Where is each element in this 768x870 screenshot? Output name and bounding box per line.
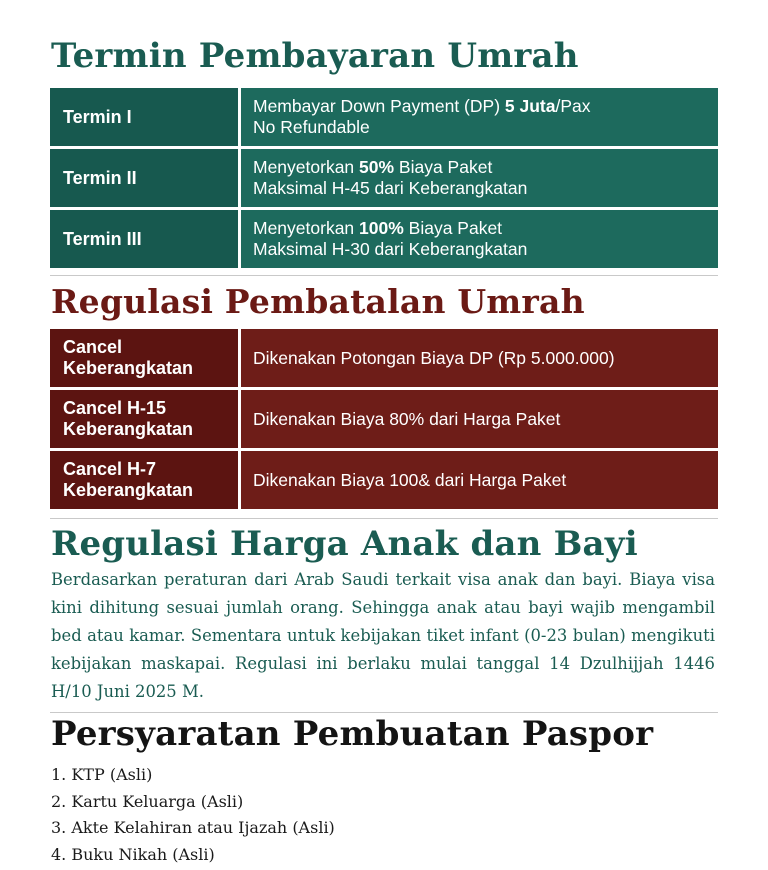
- label-text: Keberangkatan: [63, 358, 194, 378]
- cancellation-label: [50, 390, 241, 448]
- label-text: Cancel H-15: [63, 398, 167, 418]
- label-text: Cancel H-7: [63, 459, 157, 479]
- value-text: Biaya Paket: [394, 157, 493, 177]
- child-price-paragraph: Berdasarkan peraturan dari Arab Saudi terkait visa anak dan bayi. Biaya visa kini dihitung sesuai jumlah orang. Sehingga anak atau bayi wajib mengambil bed atau kamar. Sementara untuk kebijakan tiket infant (0-23 bulan) mengikuti kebijakan maskapai. Regulasi ini berlaku mulai tanggal 14 Dzulhijjah 1446 H/10 Juni 2025 M.: [51, 570, 715, 701]
- cancellation-title: Regulasi Pembatalan Umrah: [51, 282, 585, 321]
- payment-term-value: [241, 149, 718, 207]
- cancellation-row: [50, 390, 718, 448]
- cancellation-value: Dikenakan Potongan Biaya DP (Rp 5.000.000): [241, 329, 718, 387]
- value-bold: 5 Juta: [504, 96, 556, 116]
- value-text: Menyetorkan: [253, 218, 360, 238]
- section-divider: [50, 518, 718, 519]
- value-text: Biaya Paket: [403, 218, 503, 238]
- label-text: Keberangkatan: [63, 480, 194, 500]
- list-item: 2. Kartu Keluarga (Asli): [51, 791, 244, 811]
- section-divider: [50, 275, 718, 276]
- payment-term-label: Termin II: [50, 149, 241, 207]
- section-divider: [50, 712, 718, 713]
- value-text: Membayar Down Payment (DP): [253, 96, 505, 116]
- cancellation-row: [50, 451, 718, 509]
- payment-title: Termin Pembayaran Umrah: [51, 36, 579, 76]
- payment-table: [50, 85, 718, 271]
- value-text: /Pax: [555, 96, 591, 116]
- payment-row: [50, 149, 718, 207]
- label-text: Cancel: [63, 337, 123, 357]
- payment-term-label: Termin III: [50, 210, 241, 268]
- cancellation-label: [50, 329, 241, 387]
- payment-row: [50, 88, 718, 146]
- cancellation-table: [50, 326, 718, 512]
- value-text: No Refundable: [253, 117, 370, 137]
- value-text: Maksimal H-45 dari Keberangkatan: [253, 178, 528, 198]
- label-text: Keberangkatan: [63, 419, 194, 439]
- value-bold: 50%: [359, 157, 395, 177]
- child-price-title: Regulasi Harga Anak dan Bayi: [51, 524, 638, 564]
- value-text: Menyetorkan: [253, 157, 360, 177]
- cancellation-value: Dikenakan Biaya 80% dari Harga Paket: [241, 390, 718, 448]
- payment-term-label: Termin I: [50, 88, 241, 146]
- list-item: 4. Buku Nikah (Asli): [51, 844, 215, 864]
- list-item: 1. KTP (Asli): [51, 765, 153, 784]
- payment-term-value: [241, 88, 718, 146]
- value-bold: 100%: [359, 218, 404, 238]
- cancellation-label: [50, 451, 241, 509]
- passport-requirements-list: [51, 762, 335, 868]
- cancellation-row: [50, 329, 718, 387]
- cancellation-value: Dikenakan Biaya 100& dari Harga Paket: [241, 451, 718, 509]
- payment-row: [50, 210, 718, 268]
- list-item: 3. Akte Kelahiran atau Ijazah (Asli): [51, 818, 335, 837]
- value-text: Maksimal H-30 dari Keberangkatan: [253, 239, 528, 259]
- payment-term-value: [241, 210, 718, 268]
- passport-title: Persyaratan Pembuatan Paspor: [51, 714, 654, 754]
